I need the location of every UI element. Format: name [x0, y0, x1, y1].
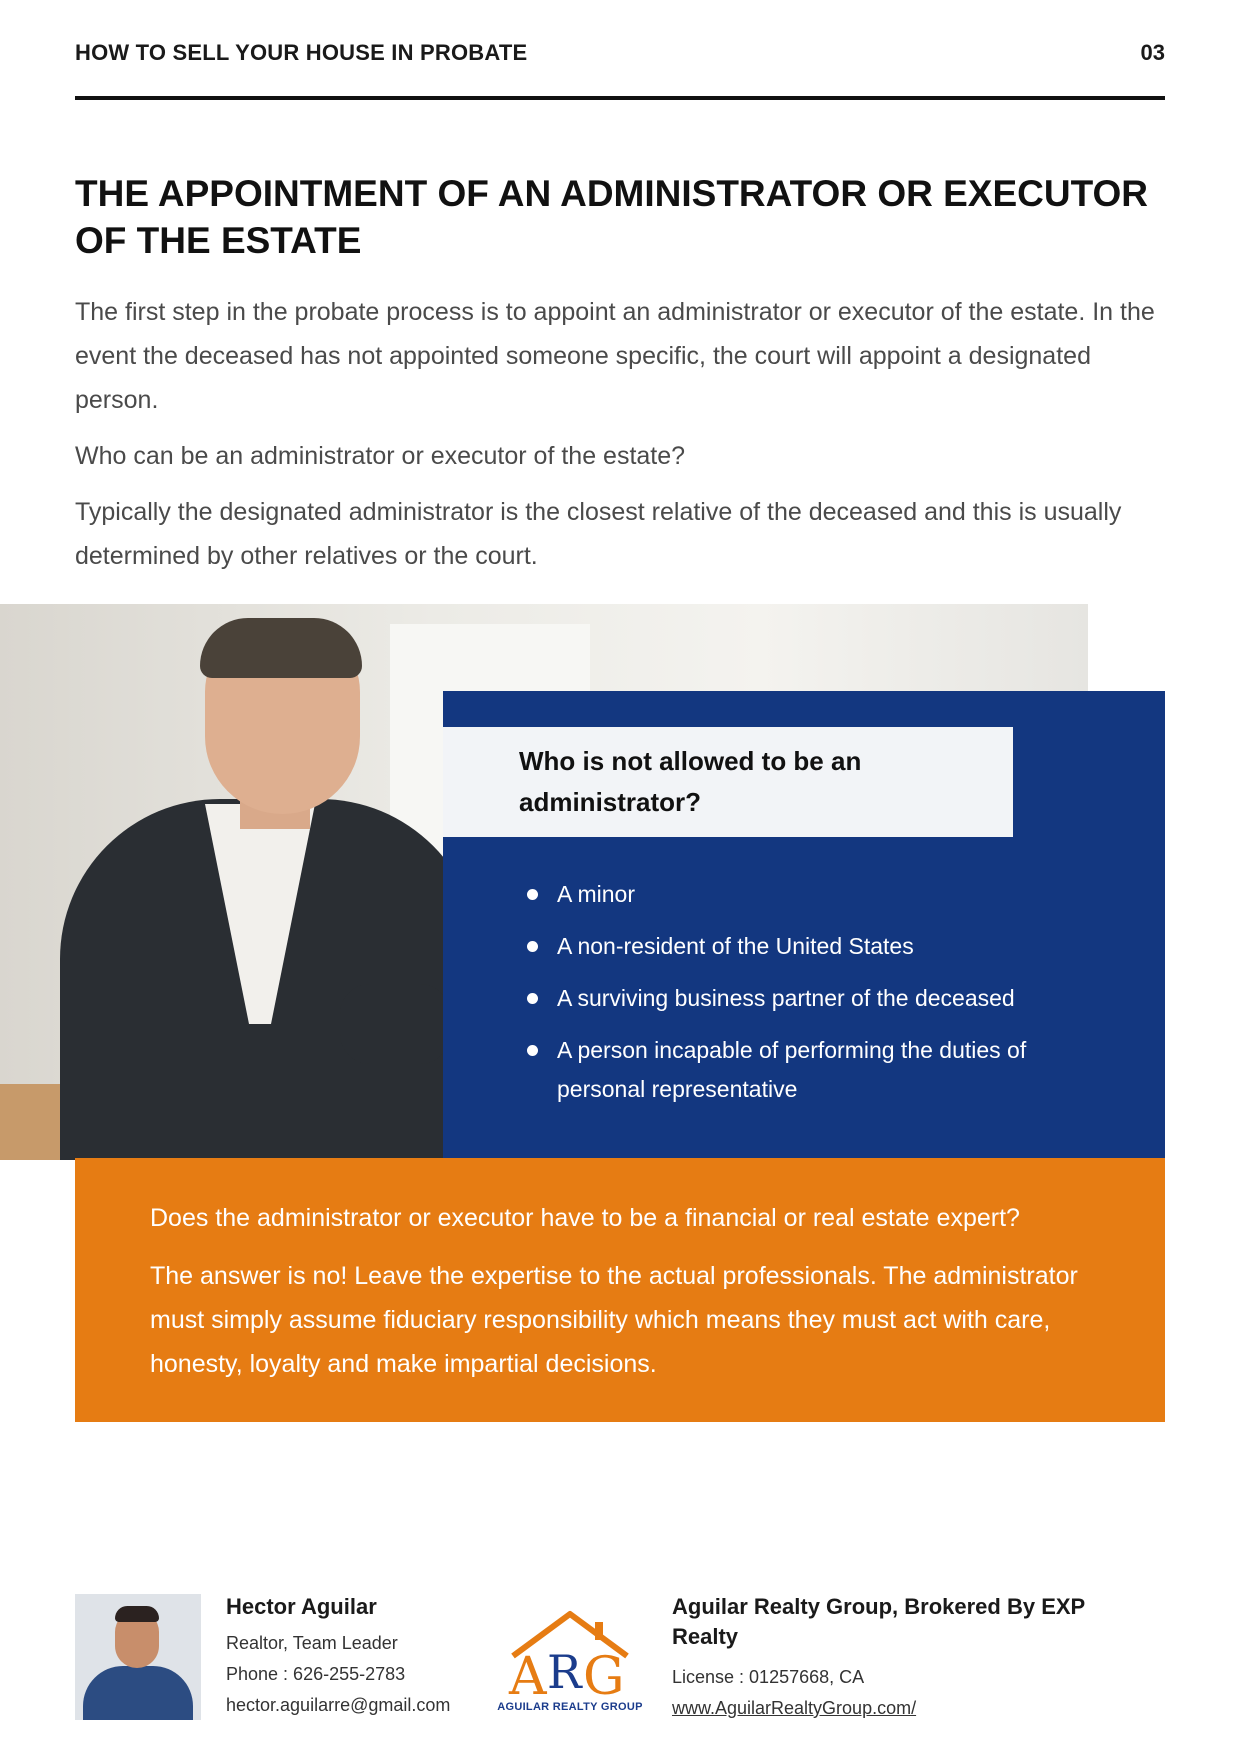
section-heading: THE APPOINTMENT OF AN ADMINISTRATOR OR EXECUTOR OF THE ESTATE	[75, 173, 1149, 261]
list-item-text: A minor	[557, 881, 635, 907]
agent-name: Hector Aguilar	[226, 1594, 377, 1619]
callout-question-box	[443, 727, 1013, 837]
list-item	[527, 875, 1107, 914]
photo-arm	[340, 984, 450, 1064]
logo-caption: AGUILAR REALTY GROUP	[497, 1701, 643, 1713]
bullet-icon	[527, 889, 538, 900]
page-header	[75, 38, 1165, 100]
agent-phone[interactable]: Phone : 626-255-2783	[226, 1664, 406, 1684]
bullet-icon	[527, 993, 538, 1004]
list-item	[527, 927, 1107, 966]
svg-text:R: R	[547, 1645, 582, 1699]
list-item	[527, 1031, 1107, 1109]
brokerage-info	[672, 1592, 1152, 1724]
license-number: License : 01257668, CA	[672, 1667, 865, 1687]
svg-text:A: A	[509, 1647, 547, 1701]
avatar-hair	[115, 1606, 159, 1622]
list-item-text: A surviving business partner of the deceased	[557, 985, 1015, 1011]
brokerage-name: Aguilar Realty Group, Brokered By EXP Realty	[672, 1594, 1085, 1649]
svg-text:G: G	[583, 1647, 625, 1701]
agent-email[interactable]: hector.aguilarre@gmail.com	[226, 1695, 451, 1715]
faq-question: Does the administrator or executor have to be a financial or real estate expert?	[150, 1204, 1020, 1232]
answer-paragraph: Typically the designated administrator is the closest relative of the deceased and this is usually determined by other relatives or the court.	[75, 498, 1122, 570]
list-item-text: A non-resident of the United States	[557, 933, 914, 959]
document-title: HOW TO SELL YOUR HOUSE IN PROBATE	[75, 40, 528, 65]
ineligible-list	[527, 875, 1107, 1122]
bullet-icon	[527, 941, 538, 952]
company-logo	[495, 1606, 645, 1716]
faq-box	[75, 1158, 1165, 1422]
callout-question: Who is not allowed to be an administrator?	[519, 746, 862, 817]
intro-paragraph: The first step in the probate process is to appoint an administrator or executor of the estate. In the event the deceased has not appointed someone specific, the court will appoint a designated person.	[75, 298, 1155, 414]
agent-contact	[226, 1592, 486, 1721]
list-item	[527, 979, 1107, 1018]
agent-title: Realtor, Team Leader	[226, 1633, 398, 1653]
arg-logo-icon	[495, 1606, 645, 1701]
photo-hair	[200, 618, 362, 678]
list-item-text: A person incapable of performing the duties of personal representative	[557, 1037, 1027, 1102]
website-link[interactable]: www.AguilarRealtyGroup.com/	[672, 1698, 917, 1718]
faq-answer: The answer is no! Leave the expertise to the actual professionals. The administrator must simply assume fiduciary responsibility which means they must act with care, honesty, loyalty and make impartial decisions.	[150, 1262, 1078, 1378]
bullet-icon	[527, 1045, 538, 1056]
question-paragraph: Who can be an administrator or executor of the estate?	[75, 442, 686, 470]
agent-avatar	[75, 1594, 201, 1720]
avatar-body	[83, 1666, 193, 1720]
page-number: 03	[1140, 40, 1165, 65]
